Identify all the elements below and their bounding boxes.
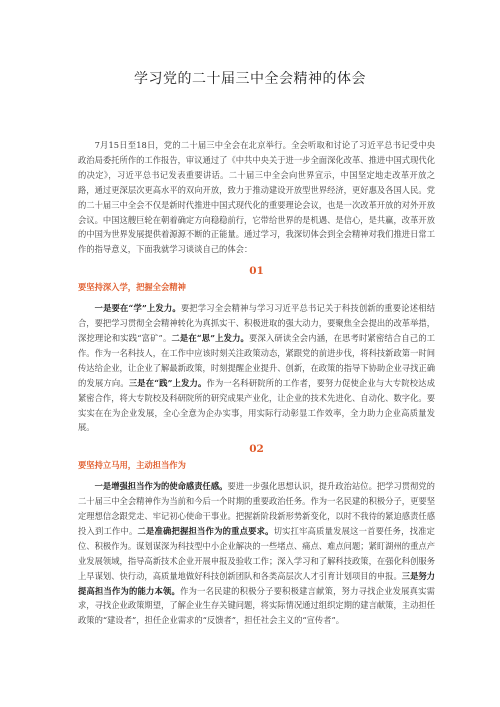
section-number-2: 02 <box>249 443 264 456</box>
section-2-lead-1: 一是增强担当作为的使命感责任感。 <box>94 481 228 492</box>
intro-paragraph: 7月15日至18日，党的二十届三中全会在北京举行。全会听取和讨论了习近平总书记受中央政治局委托所作的工作报告，审议通过了《中共中央关于进一步全面深化改革、推进中国式现代化的决定》，习近平总书记发表重要讲话。二十届三中全会向世界宣示，中国坚定地走改革开放之路，通过更深层次更高水平的双向开放，致力于推动建设开放型世界经济，更好惠及各国人民。党的二十届三中全会不仅是新时代推进中国式现代化的重要理论会议，也是一次改革开放的对外开放会议。中国这艘巨轮在朝着确定方向稳稳前行，它带给世界的是机遇、是信心，是共赢，改革开放的中国为世界发展提供着源源不断的正能量。通过学习，我深切体会到全会精神对我们推进日常工作的指导意义，下面我就学习谈谈自己的体会： <box>78 140 435 255</box>
section-2-lead-2: 二是准确把握担当作为的重点要求。 <box>137 525 274 536</box>
section-2-text-3: 作为一名民建的积极分子要积极建言献策，努力寻找企业发展真实需求，寻找企业政策期望，了解企业生存关键问题，将实际情况通过组织定期的建言献策，主动担任政策的“建设者”，担任企业需求的“反馈者”，担任社会主义的“宣传者”。 <box>78 585 435 626</box>
section-2-text-2: 切实扛牢高质量发展这一首要任务，找准定位、积极作为。谋划谋深为科技型中小企业解决的一些堵点、痛点、难点问题；紧盯湖州的重点产业发展领域，指导高新技术企业开展申报及验收工作；深入学习和了解科技政策，在强化科创服务上早谋划、快行动，高质量地做好科技创新团队和各类高层次人才引育计划项目的申报。 <box>78 525 435 581</box>
section-1-text-1: 要把学习全会精神与学习习近平总书记关于科技创新的重要论述相结合，要把学习贯彻全会精神转化为真抓实干、积极进取的强大动力，要聚焦全会提出的改革举措，深挖理论和实践“富矿”。 <box>78 303 435 343</box>
section-paragraph-2 <box>78 479 435 628</box>
section-1-lead-1: 一是要在“学”上发力。 <box>94 303 181 314</box>
document-title: 学习党的二十届三中全会精神的体会 <box>134 71 366 87</box>
section-2-lead-3: 三是努力提高担当作为的能力本领。 <box>78 570 435 596</box>
section-1-text-3: 作为一名科研院所的工作者，要努力促使企业与大专院校达成紧密合作，将大专院校及科研院所的研究成果产业化，让企业的技术先进化、自动化、数字化。要实实在在为企业发展，全心全意为企办实事，用实际行动彰显工作效率，全力助力企业高质量发展。 <box>78 377 435 433</box>
section-heading-2: 要坚持立马用，主动担当作为 <box>78 460 186 471</box>
section-2-text-1: 要进一步强化思想认识，提升政治站位。把学习贯彻党的二十届三中全会精神作为当前和今后一个时期的重要政治任务。作为一名民建的积极分子，更要坚定理想信念跟党走、牢记初心使命干事业。把握新阶段新形势新变化，以时不我待的紧迫感责任感投入到工作中。 <box>78 481 435 536</box>
section-1-text-2: 要深入研读全会内涵，在思考时紧密结合自己的工作。作为一名科技人，在工作中应该时刻关注政策动态，紧跟党的前进步伐，将科技新政第一时间传达给企业，让企业了解最新政策，时刻提醒企业提升、创新，在政策的指导下协助企业寻找正确的发展方向。 <box>78 332 436 388</box>
section-1-lead-3: 三是在“践”上发力。 <box>128 377 207 388</box>
section-paragraph-1 <box>78 301 435 435</box>
document-body <box>78 138 435 628</box>
section-number-1: 01 <box>249 265 264 278</box>
section-heading-1: 要坚持深入学，把握全会精神 <box>78 282 186 293</box>
section-1-lead-2: 二是在“思”上发力。 <box>171 332 250 343</box>
